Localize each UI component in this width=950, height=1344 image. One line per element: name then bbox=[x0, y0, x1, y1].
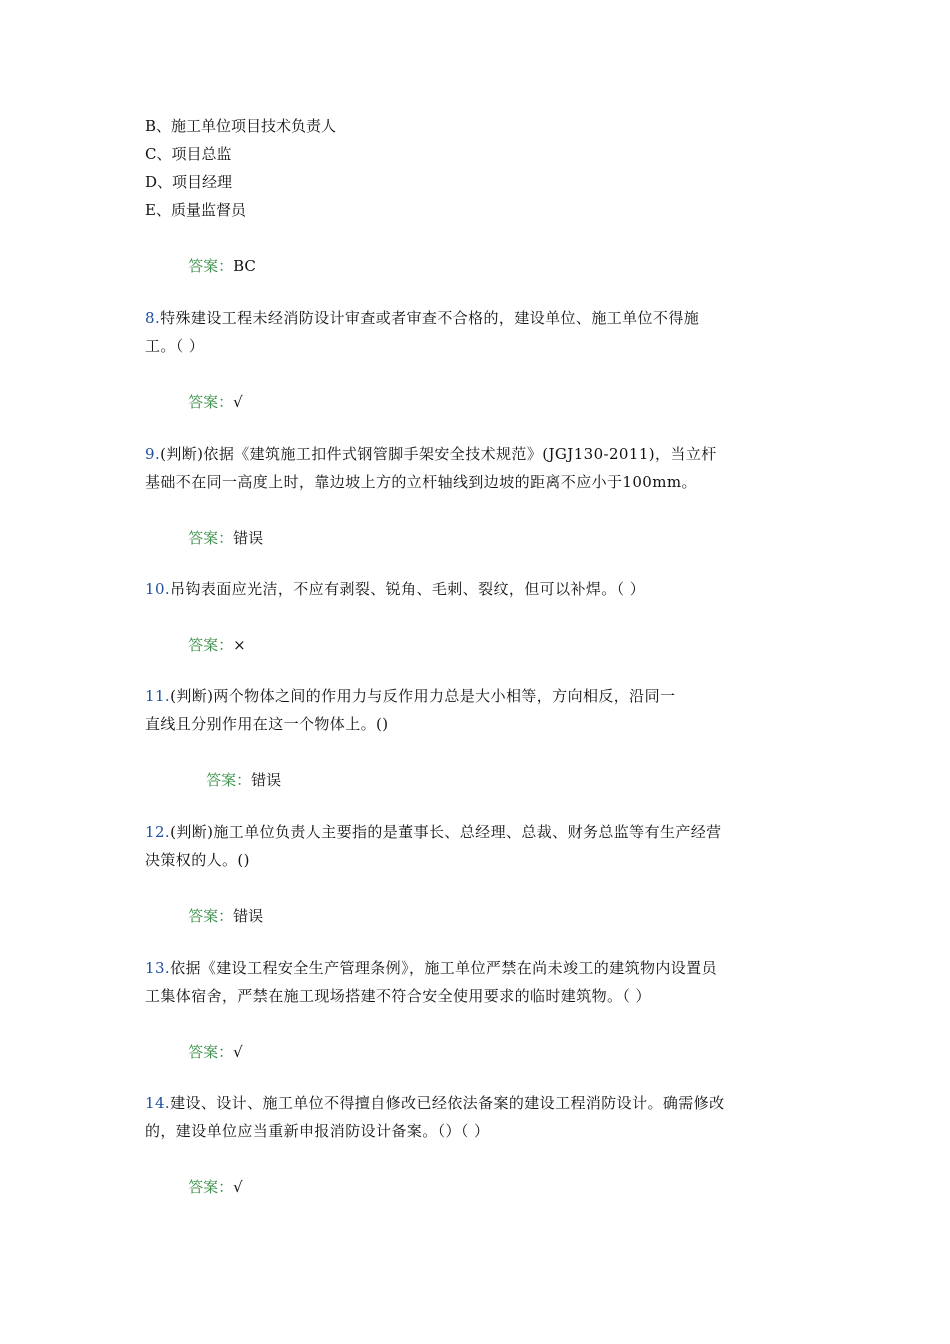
answer-line bbox=[169, 224, 256, 308]
question-number: 10. bbox=[145, 580, 171, 598]
question-text: (判断)依据《建筑施工扣件式钢管脚手架安全技术规范》(JGJ130-2011)，当立杆 bbox=[160, 445, 717, 463]
answer-label: 答案： bbox=[188, 529, 234, 547]
question-text: 直线且分别作用在这一个物体上。() bbox=[145, 715, 389, 733]
question-number: 12. bbox=[145, 823, 171, 841]
answer-label: 答案： bbox=[188, 1178, 234, 1196]
question-text: 吊钩表面应光洁，不应有剥裂、锐角、毛刺、裂纹，但可以补焊。（ ） bbox=[170, 580, 646, 598]
answer-value: 错误 bbox=[251, 771, 282, 789]
answer-line bbox=[169, 874, 263, 958]
question-text: 工集体宿舍，严禁在施工现场搭建不符合安全使用要求的临时建筑物。（ ） bbox=[145, 987, 651, 1005]
question-10 bbox=[145, 575, 810, 603]
question-11 bbox=[145, 682, 810, 738]
question-text: 基础不在同一高度上时，靠边坡上方的立杆轴线到边坡的距离不应小于100mm。 bbox=[145, 473, 697, 491]
question-number: 8. bbox=[145, 309, 161, 327]
question-8 bbox=[145, 304, 810, 360]
answer-value: √ bbox=[233, 393, 243, 411]
question-text: (判断)施工单位负责人主要指的是董事长、总经理、总裁、财务总监等有生产经营 bbox=[170, 823, 722, 841]
answer-label: 答案： bbox=[188, 257, 234, 275]
option-e: E、质量监督员 bbox=[145, 201, 246, 219]
question-text: 工。（ ） bbox=[145, 337, 205, 355]
option-b: B、施工单位项目技术负责人 bbox=[145, 117, 337, 135]
question-number: 9. bbox=[145, 445, 161, 463]
answer-line bbox=[187, 738, 281, 822]
answer-label: 答案： bbox=[188, 636, 234, 654]
answer-line bbox=[169, 496, 263, 580]
option-c: C、项目总监 bbox=[145, 145, 232, 163]
question-number: 11. bbox=[145, 687, 171, 705]
answer-value: 错误 bbox=[233, 529, 264, 547]
answer-line bbox=[169, 1145, 243, 1229]
question-text: 的，建设单位应当重新申报消防设计备案。（）（ ） bbox=[145, 1122, 490, 1140]
question-number: 13. bbox=[145, 959, 171, 977]
answer-value: × bbox=[233, 636, 246, 654]
question-12 bbox=[145, 818, 810, 874]
answer-label: 答案： bbox=[188, 1043, 234, 1061]
question-number: 14. bbox=[145, 1094, 171, 1112]
answer-value: √ bbox=[233, 1043, 243, 1061]
answer-label: 答案： bbox=[206, 771, 252, 789]
question-text: 特殊建设工程未经消防设计审查或者审查不合格的，建设单位、施工单位不得施 bbox=[160, 309, 700, 327]
answer-label: 答案： bbox=[188, 393, 234, 411]
answer-line bbox=[169, 1010, 243, 1094]
option-d: D、项目经理 bbox=[145, 173, 233, 191]
question-text: 决策权的人。() bbox=[145, 851, 250, 869]
question-text: 建设、设计、施工单位不得擅自修改已经依法备案的建设工程消防设计。确需修改 bbox=[170, 1094, 725, 1112]
answer-value: 错误 bbox=[233, 907, 264, 925]
answer-line bbox=[169, 603, 246, 687]
question-14 bbox=[145, 1089, 810, 1145]
question-13 bbox=[145, 954, 810, 1010]
question-text: (判断)两个物体之间的作用力与反作用力总是大小相等，方向相反，沿同一 bbox=[170, 687, 676, 705]
answer-line bbox=[169, 360, 243, 444]
answer-value: √ bbox=[233, 1178, 243, 1196]
options-list bbox=[145, 112, 810, 224]
question-9 bbox=[145, 440, 810, 496]
question-text: 依据《建设工程安全生产管理条例》，施工单位严禁在尚未竣工的建筑物内设置员 bbox=[170, 959, 717, 977]
answer-label: 答案： bbox=[188, 907, 234, 925]
answer-value: BC bbox=[233, 257, 256, 275]
